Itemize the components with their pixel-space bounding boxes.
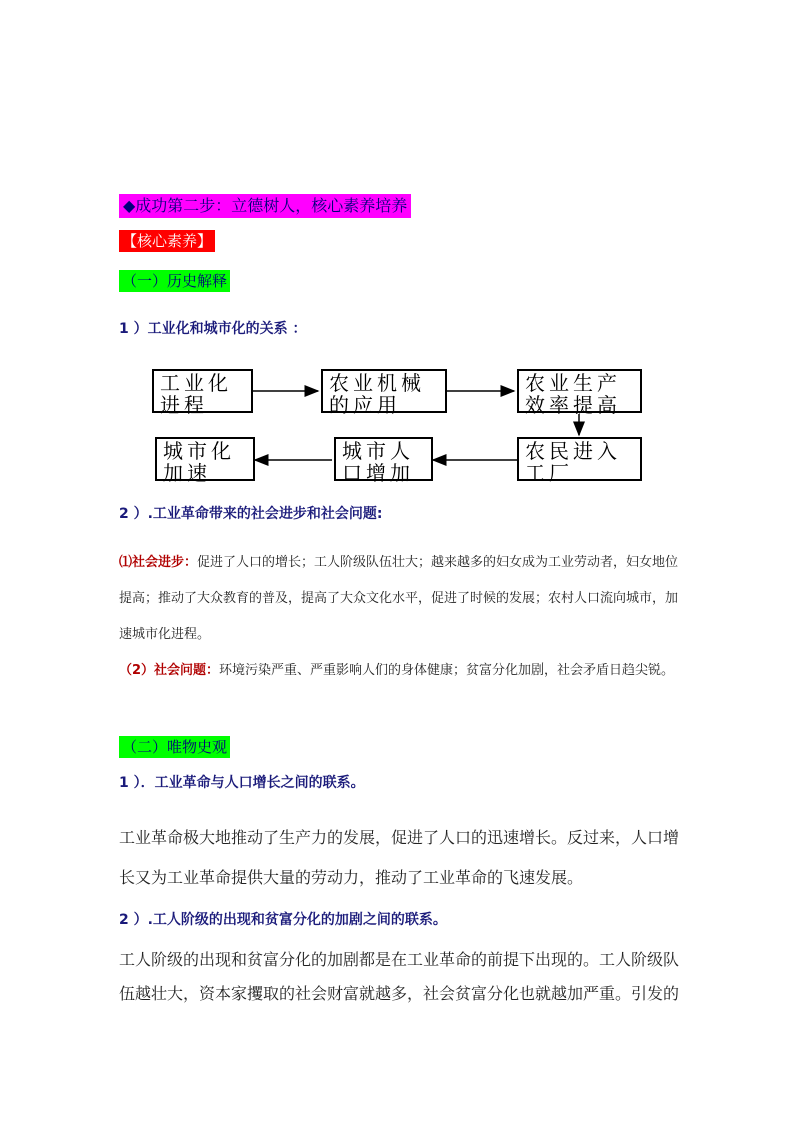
flow-box-line: 的应用: [329, 393, 401, 417]
part2-answer-1-line2: 长又为工业革命提供大量的劳动力，推动了工业革命的飞速发展。: [119, 868, 584, 887]
part2-answer-1-line1: 工业革命极大地推动了生产力的发展，促进了人口的迅速增长。反过来，人口增: [119, 828, 680, 847]
flow-box-line: 口增加: [342, 461, 414, 485]
flow-box-agri-machinery: [321, 369, 447, 417]
part1-heading: [119, 270, 230, 291]
part2-question-1: 1 ）．工业革命与人口增长之间的联系。: [119, 775, 365, 791]
part1-question-1: 1 ）工业化和城市化的关系 ：: [119, 321, 307, 337]
social-problems-label: （2）社会问题：: [119, 663, 220, 678]
social-problems-text: 环境污染严重、严重影响人们的身体健康；贫富分化加剧，社会矛盾日趋尖锐。: [219, 663, 675, 678]
flow-box-urban-population: [334, 437, 433, 485]
flow-box-line: 城市人: [342, 439, 414, 463]
flow-box-line: 加速: [163, 461, 211, 485]
part1-heading-text: （一）历史解释: [119, 270, 230, 292]
flow-box-line: 农业生产: [525, 371, 621, 395]
part2-question-2: 2 ）.工人阶级的出现和贫富分化的加剧之间的联系。: [119, 912, 447, 928]
flow-box-line: 农民进入: [525, 439, 621, 463]
part2-heading-text: （二）唯物史观: [119, 736, 230, 758]
flow-box-line: 农业机械: [329, 371, 425, 395]
social-problems-paragraph: [119, 653, 679, 689]
flow-box-line: 工厂: [525, 461, 573, 485]
social-progress-label: ⑴社会进步：: [119, 555, 198, 570]
flow-box-industrialization: [152, 369, 253, 417]
section-title-text: ◆成功第二步：立德树人，核心素养培养: [119, 194, 411, 218]
part1-question-2: 2 ）.工业革命带来的社会进步和社会问题:: [119, 506, 383, 522]
section-title: [119, 193, 411, 216]
flow-box-farmers-factory: [517, 437, 642, 485]
social-progress-text: 促进了人口的增长；工人阶级队伍壮大；越来越多的妇女成为工业劳动者，妇女地位提高；推动了大众教育的普及，提高了大众文化水平，促进了时候的发展；农村人口流向城市，加速城市化进程。: [119, 555, 679, 642]
part2-answer-2-line2: 伍越壮大，资本家攫取的社会财富就越多，社会贫富分化也就越加严重。引发的: [119, 984, 680, 1003]
social-progress-paragraph: [119, 545, 679, 653]
flow-box-agri-efficiency: [517, 369, 642, 417]
core-literacy-tag: [119, 230, 215, 251]
flow-box-urbanization: [155, 437, 255, 485]
core-literacy-tag-text: 【核心素养】: [119, 230, 215, 252]
flow-box-line: 城市化: [163, 439, 235, 463]
flow-box-line: 进程: [160, 393, 208, 417]
part2-answer-2-line1: 工人阶级的出现和贫富分化的加剧都是在工业革命的前提下出现的。工人阶级队: [119, 950, 680, 969]
part2-heading: [119, 736, 230, 757]
flow-box-line: 工业化: [160, 371, 232, 395]
flow-box-line: 效率提高: [525, 393, 621, 417]
